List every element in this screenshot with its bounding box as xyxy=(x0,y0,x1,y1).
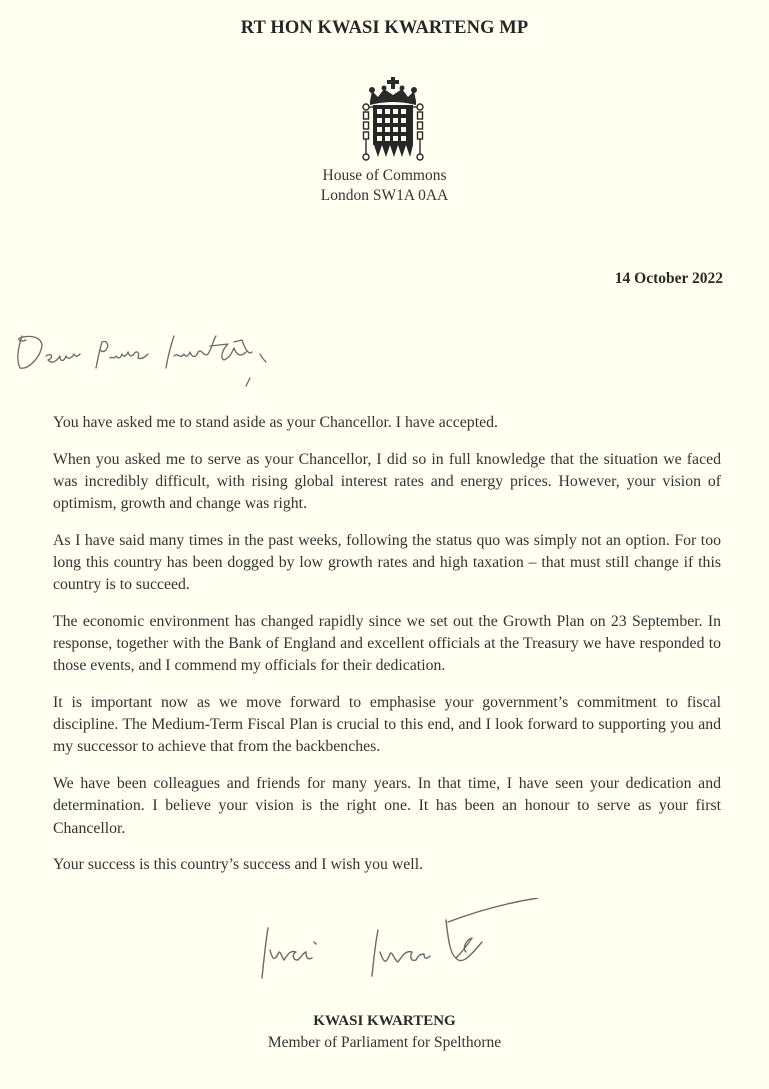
letter-date: 14 October 2022 xyxy=(614,270,723,287)
handwritten-signature xyxy=(250,898,620,990)
body-paragraph-5: It is important now as we move forward to emphasise your government’s commitment to fiscal discipline. The Medium-Term Fiscal Plan is crucial to this end, and I look forward to supporting you and my successor to achieve that from the backbenches. xyxy=(53,694,721,756)
body-paragraph-1: You have asked me to stand aside as your Chancellor. I have accepted. xyxy=(53,414,498,431)
body-paragraph-3: As I have said many times in the past weeks, following the status quo was simply not an option. For too long this country has been dogged by low growth rates and high taxation – that must still change if this country is to succeed. xyxy=(53,531,721,594)
signatory-name: KWASI KWARTENG xyxy=(313,1013,456,1029)
letterhead-address xyxy=(0,166,769,206)
body-paragraph-7: Your success is this country’s success and I wish you well. xyxy=(53,856,424,874)
portcullis-icon xyxy=(360,77,426,163)
body-paragraph-4: The economic environment has changed rapidly since we set out the Growth Plan on 23 September. In response, together with the Bank of England and excellent officials at the Treasury we have responded to those events, and I commend my officials for their dedication. xyxy=(53,612,721,675)
address-line-2: London SW1A 0AA xyxy=(320,187,449,204)
signatory-role: Member of Parliament for Spelthorne xyxy=(267,1034,502,1051)
address-line-1: House of Commons xyxy=(322,167,447,184)
letterhead-title: RT HON KWASI KWARTENG MP xyxy=(240,18,529,38)
body-paragraph-2: When you asked me to serve as your Chancellor, I did so in full knowledge that the situation we faced was incredibly difficult, with rising global interest rates and energy prices. However, your vision of optimism, growth and change was right. xyxy=(53,450,721,513)
body-paragraph-6: We have been colleagues and friends for many years. In that time, I have seen your dedication and determination. I believe your vision is the right one. It has been an honour to serve as your first Chancellor. xyxy=(53,775,721,837)
letter-body xyxy=(53,412,721,891)
handwritten-salutation xyxy=(8,328,378,388)
